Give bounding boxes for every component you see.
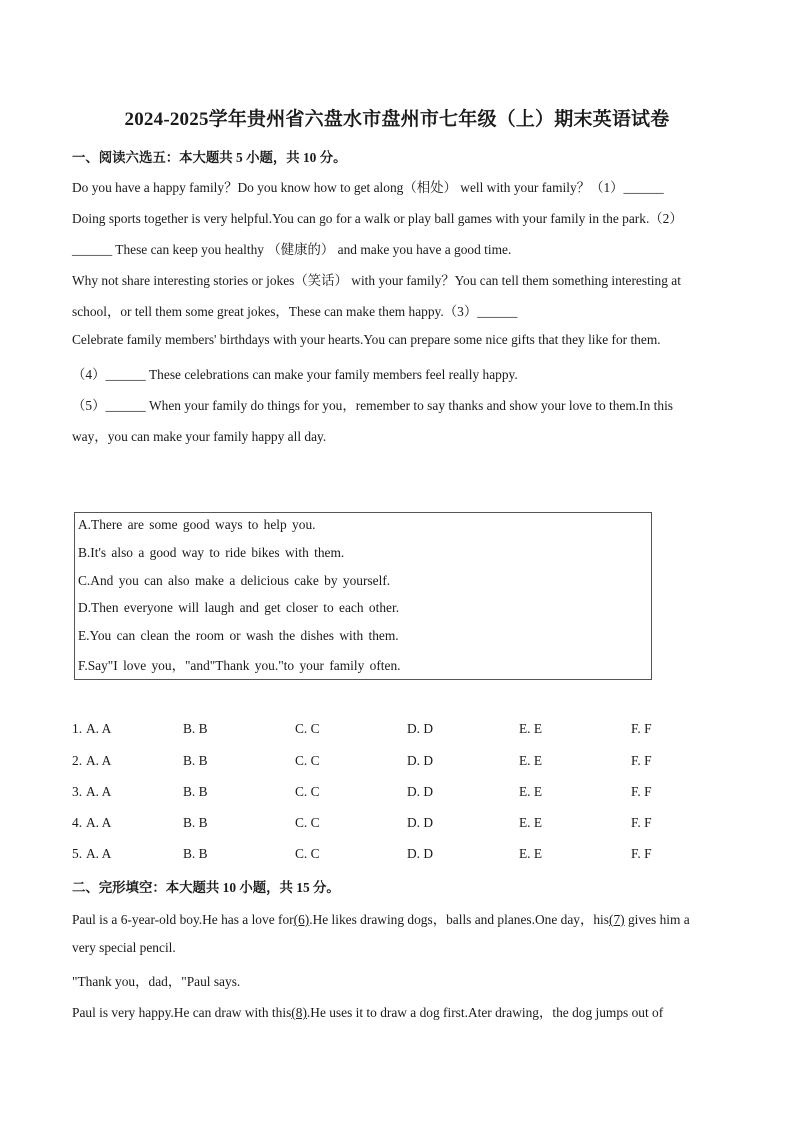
section1-heading: 一、阅读六选五：本大题共 5 小题，共 10 分。 [72, 150, 347, 165]
choice-c[interactable]: C. C [295, 784, 320, 799]
cloze-line [72, 971, 732, 990]
option-b: B.It's also a good way to ride bikes with them. [78, 545, 345, 560]
option-e: E.You can clean the room or wash the dishes with them. [78, 628, 399, 643]
cloze-blank-7[interactable]: (7) [608, 912, 625, 927]
option-f: F.Say"I love you，"and"Thank you."to your family often. [78, 658, 401, 673]
passage-line: Do you have a happy family？Do you know how to get along（相处） well with your family？（1）______ [72, 180, 664, 195]
passage-line: （5）______ When your family do things for you，remember to say thanks and show your love to them.In this [72, 398, 673, 413]
choice-b[interactable]: B. B [183, 846, 208, 861]
question-number: 5. [72, 846, 83, 861]
cloze-line [72, 1002, 732, 1021]
choice-f[interactable]: F. F [631, 753, 652, 768]
option-a: A.There are some good ways to help you. [78, 517, 316, 532]
question-number: 3. [72, 784, 83, 799]
choice-d[interactable]: D. D [407, 753, 434, 768]
passage-line: school，or tell them some great jokes，These can make them happy.（3）______ [72, 304, 518, 319]
choice-b[interactable]: B. B [183, 784, 208, 799]
passage-line: （4）______ These celebrations can make your family members feel really happy. [72, 367, 518, 382]
choice-f[interactable]: F. F [631, 784, 652, 799]
options-box [74, 512, 652, 680]
choice-a[interactable]: A. A [86, 784, 112, 799]
choice-c[interactable]: C. C [295, 753, 320, 768]
choice-e[interactable]: E. E [519, 846, 543, 861]
cloze-text: .He likes drawing dogs，balls and planes.One day，his [309, 912, 609, 927]
choice-a[interactable]: A. A [86, 846, 112, 861]
question-number: 4. [72, 815, 83, 830]
choice-d[interactable]: D. D [407, 815, 434, 830]
choice-b[interactable]: B. B [183, 753, 208, 768]
option-d: D.Then everyone will laugh and get closer to each other. [78, 600, 400, 615]
choice-b[interactable]: B. B [183, 721, 208, 736]
cloze-text: Paul is a 6-year-old boy.He has a love for [72, 912, 294, 927]
passage-line: Doing sports together is very helpful.You can go for a walk or play ball games with your family in the park.（2） [72, 211, 683, 226]
choice-d[interactable]: D. D [407, 784, 434, 799]
section2-heading: 二、完形填空：本大题共 10 小题，共 15 分。 [72, 880, 340, 895]
choice-a[interactable]: A. A [86, 721, 112, 736]
choice-c[interactable]: C. C [295, 846, 320, 861]
cloze-blank-6[interactable]: (6) [293, 912, 310, 927]
choice-b[interactable]: B. B [183, 815, 208, 830]
cloze-text: "Thank you，dad，"Paul says. [72, 974, 241, 989]
choice-a[interactable]: A. A [86, 753, 112, 768]
choice-c[interactable]: C. C [295, 721, 320, 736]
question-number: 2. [72, 753, 83, 768]
cloze-text: very special pencil. [72, 940, 176, 955]
choice-d[interactable]: D. D [407, 721, 434, 736]
passage-line: Celebrate family members' birthdays with your hearts.You can prepare some nice gifts that they like for them. [72, 332, 661, 347]
cloze-text: gives him a [624, 912, 690, 927]
page-title: 2024-2025学年贵州省六盘水市盘州市七年级（上）期末英语试卷 [124, 109, 670, 130]
passage-line: way，you can make your family happy all day. [72, 429, 327, 444]
cloze-text: Paul is very happy.He can draw with this [72, 1005, 292, 1020]
question-number: 1. [72, 721, 83, 736]
choice-f[interactable]: F. F [631, 721, 652, 736]
choice-f[interactable]: F. F [631, 846, 652, 861]
choice-e[interactable]: E. E [519, 753, 543, 768]
choice-e[interactable]: E. E [519, 784, 543, 799]
choice-f[interactable]: F. F [631, 815, 652, 830]
choice-c[interactable]: C. C [295, 815, 320, 830]
passage-line: Why not share interesting stories or jokes（笑话） with your family？You can tell them something interesting at [72, 273, 681, 288]
cloze-text: .He uses it to draw a dog first.Ater drawing，the dog jumps out of [306, 1005, 664, 1020]
cloze-line [72, 940, 732, 956]
passage-line: ______ These can keep you healthy （健康的） and make you have a good time. [72, 242, 512, 257]
choice-d[interactable]: D. D [407, 846, 434, 861]
choice-e[interactable]: E. E [519, 721, 543, 736]
choice-e[interactable]: E. E [519, 815, 543, 830]
cloze-blank-8[interactable]: (8) [291, 1005, 307, 1020]
cloze-line [72, 909, 732, 928]
option-c: C.And you can also make a delicious cake by yourself. [78, 573, 391, 588]
choice-a[interactable]: A. A [86, 815, 112, 830]
